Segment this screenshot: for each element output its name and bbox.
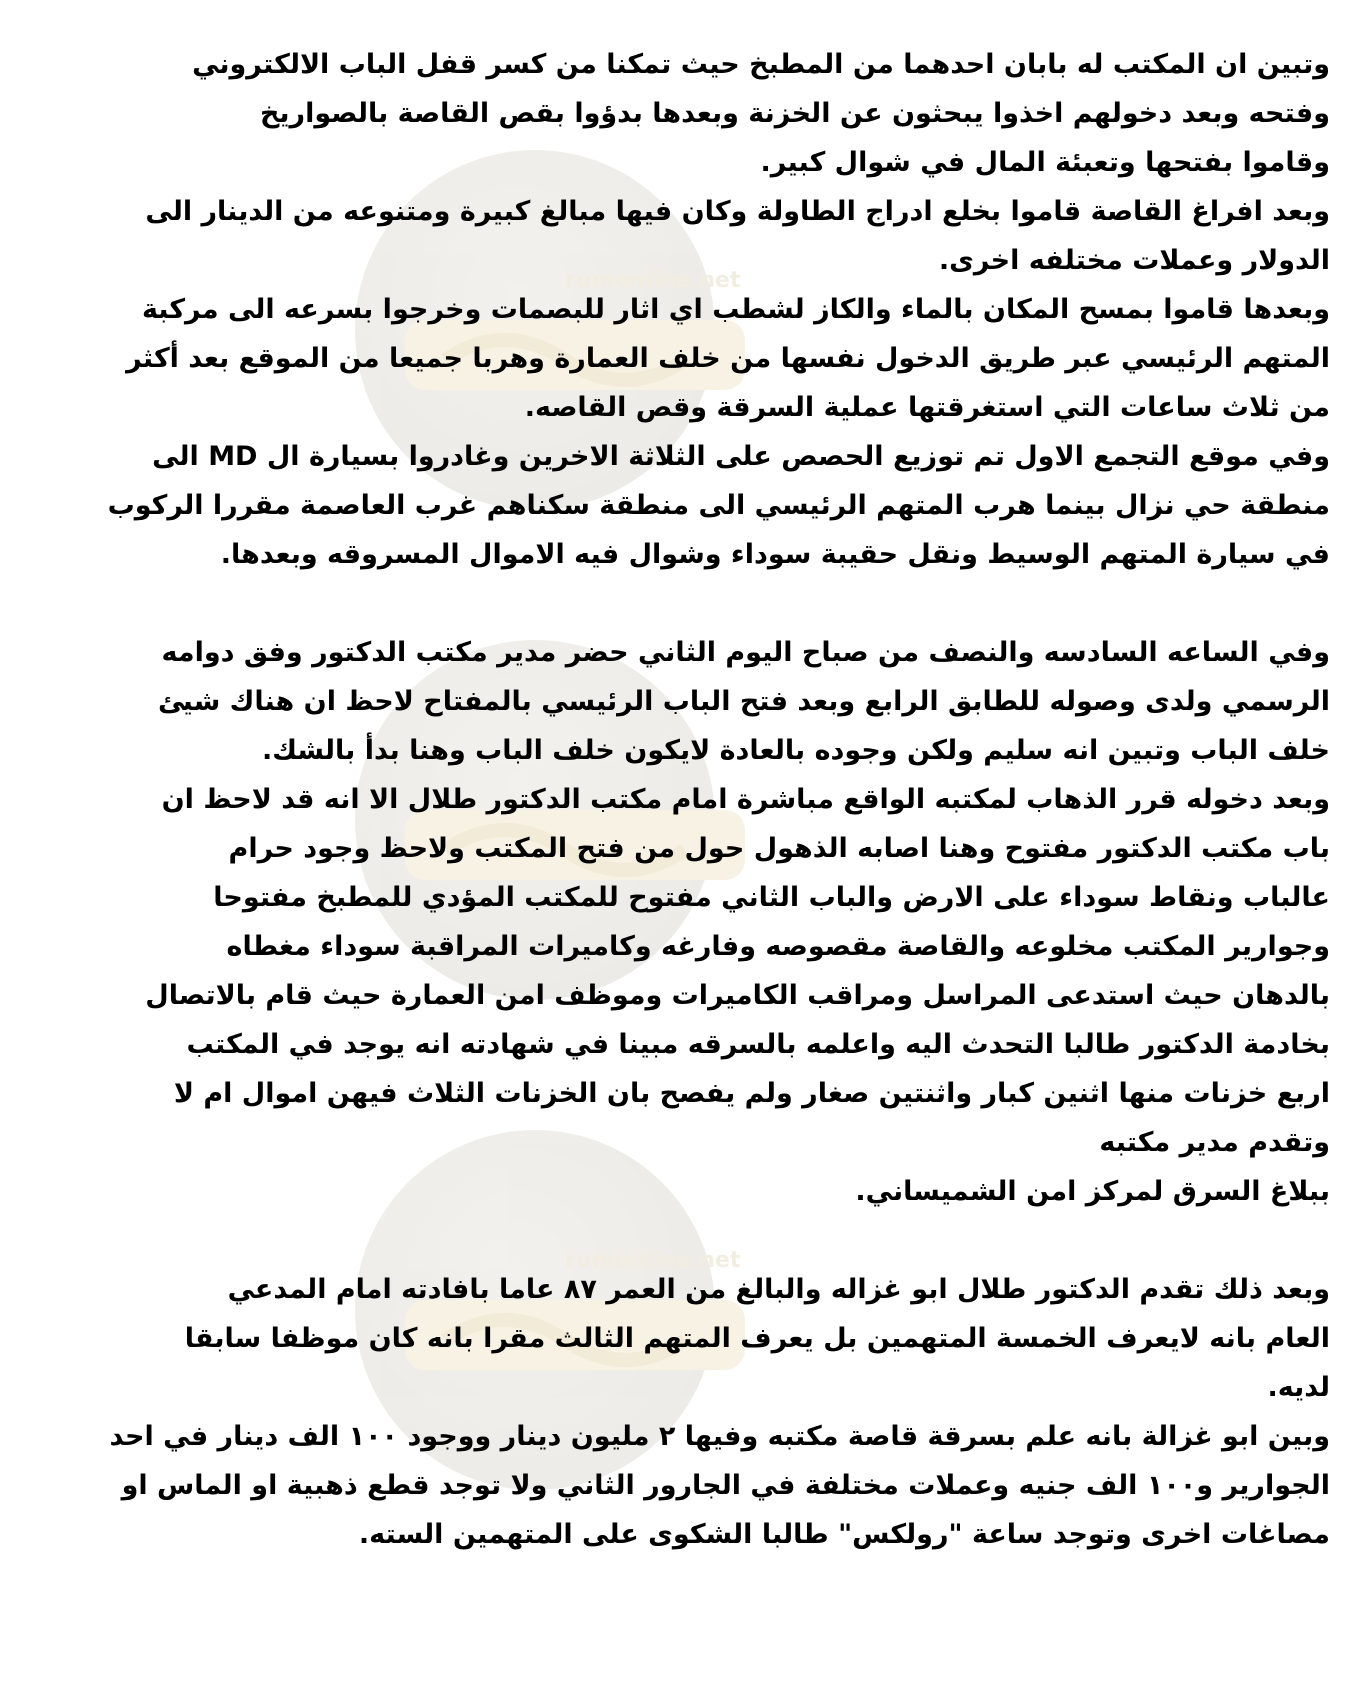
text-line: وتقدم مدير مكتبه (1099, 1127, 1330, 1158)
text-line: في سيارة المتهم الوسيط ونقل حقيبة سوداء وشوال فيه الاموال المسروقه وبعدها. (220, 539, 1330, 570)
paragraph-gap (24, 579, 1330, 628)
text-line: منطقة حي نزال بينما هرب المتهم الرئيسي الى منطقة سكناهم غرب العاصمة مقررا الركوب (107, 490, 1330, 521)
article-paragraph (24, 40, 1330, 187)
text-line: الجوارير و١٠٠ الف جنيه وعملات مختلفة في الجارور الثاني ولا توجد قطع ذهبية او الماس او (121, 1470, 1330, 1501)
text-line: وبين ابو غزالة بانه علم بسرقة قاصة مكتبه وفيها ٢ مليون دينار ووجود ١٠٠ الف دينار في احد (109, 1421, 1330, 1452)
watermark-site-text: rumonline.net (565, 1248, 741, 1273)
text-line: وفي موقع التجمع الاول تم توزيع الحصص على الثلاثة الاخرين وغادروا بسيارة ال MD الى (152, 441, 1330, 472)
text-line: الدولار وعملات مختلفه اخرى. (938, 245, 1330, 276)
text-line: الرسمي ولدى وصوله للطابق الرابع وبعد فتح الباب الرئيسي بالمفتاح لاحظ ان هناك شيئ (157, 686, 1330, 717)
text-line: العام بانه لايعرف الخمسة المتهمين بل يعرف المتهم الثالث مقرا بانه كان موظفا سابقا (184, 1323, 1330, 1354)
text-line: ببلاغ السرق لمركز امن الشميساني. (855, 1176, 1330, 1207)
text-line: مصاغات اخرى وتوجد ساعة "رولكس" طالبا الشكوى على المتهمين السته. (358, 1519, 1330, 1550)
article-paragraph (24, 628, 1330, 775)
text-line: اربع خزنات منها اثنين كبار واثنتين صغار ولم يفصح بان الخزنات الثلاث فيهن اموال ام لا (173, 1078, 1330, 1109)
text-line: وبعد افراغ القاصة قاموا بخلع ادراج الطاولة وكان فيها مبالغ كبيرة ومتنوعه من الدينار الى (145, 196, 1330, 227)
text-line: بالدهان حيث استدعى المراسل ومراقب الكاميرات وموظف امن العمارة حيث قام بالاتصال (145, 980, 1330, 1011)
text-line: من ثلاث ساعات التي استغرقتها عملية السرقة وقص القاصه. (524, 392, 1330, 423)
text-line: باب مكتب الدكتور مفتوح وهنا اصابه الذهول حول من فتح المكتب ولاحظ وجود حرام (228, 833, 1330, 864)
text-line: وبعدها قاموا بمسح المكان بالماء والكاز لشطب اي اثار للبصمات وخرجوا بسرعه الى مركبة (141, 294, 1330, 325)
text-line: لديه. (1267, 1372, 1330, 1403)
article-paragraph (24, 1412, 1330, 1559)
article-body (24, 40, 1330, 1559)
article-paragraph (24, 285, 1330, 432)
text-line: وفتحه وبعد دخولهم اخذوا يبحثون عن الخزنة وبعدها بدؤوا بقص القاصة بالصواريخ (259, 98, 1330, 129)
watermark-site-text: rumonline.net (565, 268, 741, 293)
text-line: وفي الساعه السادسه والنصف من صباح اليوم الثاني حضر مدير مكتب الدكتور وفق دوامه (161, 637, 1330, 668)
paragraph-gap (24, 1216, 1330, 1265)
text-line: وقاموا بفتحها وتعبئة المال في شوال كبير. (760, 147, 1330, 178)
text-line: عالباب ونقاط سوداء على الارض والباب الثاني مفتوح للمكتب المؤدي للمطبخ مفتوحا (213, 882, 1330, 913)
text-line: وتبين ان المكتب له بابان احدهما من المطبخ حيث تمكنا من كسر قفل الباب الالكتروني (192, 49, 1330, 80)
text-line: بخادمة الدكتور طالبا التحدث اليه واعلمه بالسرقه مبينا في شهادته انه يوجد في المكتب (186, 1029, 1330, 1060)
article-paragraph (24, 187, 1330, 285)
text-line: وبعد دخوله قرر الذهاب لمكتبه الواقع مباشرة امام مكتب الدكتور طلال الا انه قد لاحظ ان (161, 784, 1330, 815)
text-line: خلف الباب وتبين انه سليم ولكن وجوده بالعادة لايكون خلف الباب وهنا بدأ بالشك. (262, 735, 1330, 766)
article-paragraph (24, 432, 1330, 579)
text-line: المتهم الرئيسي عبر طريق الدخول نفسها من خلف العمارة وهربا جميعا من الموقع بعد أكثر (126, 343, 1330, 374)
article-paragraph (24, 775, 1330, 1216)
text-line: وبعد ذلك تقدم الدكتور طلال ابو غزاله والبالغ من العمر ٨٧ عاما بافادته امام المدعي (227, 1274, 1330, 1305)
text-line: وجوارير المكتب مخلوعه والقاصة مقصوصه وفارغه وكاميرات المراقبة سوداء مغطاه (226, 931, 1330, 962)
article-paragraph (24, 1265, 1330, 1412)
